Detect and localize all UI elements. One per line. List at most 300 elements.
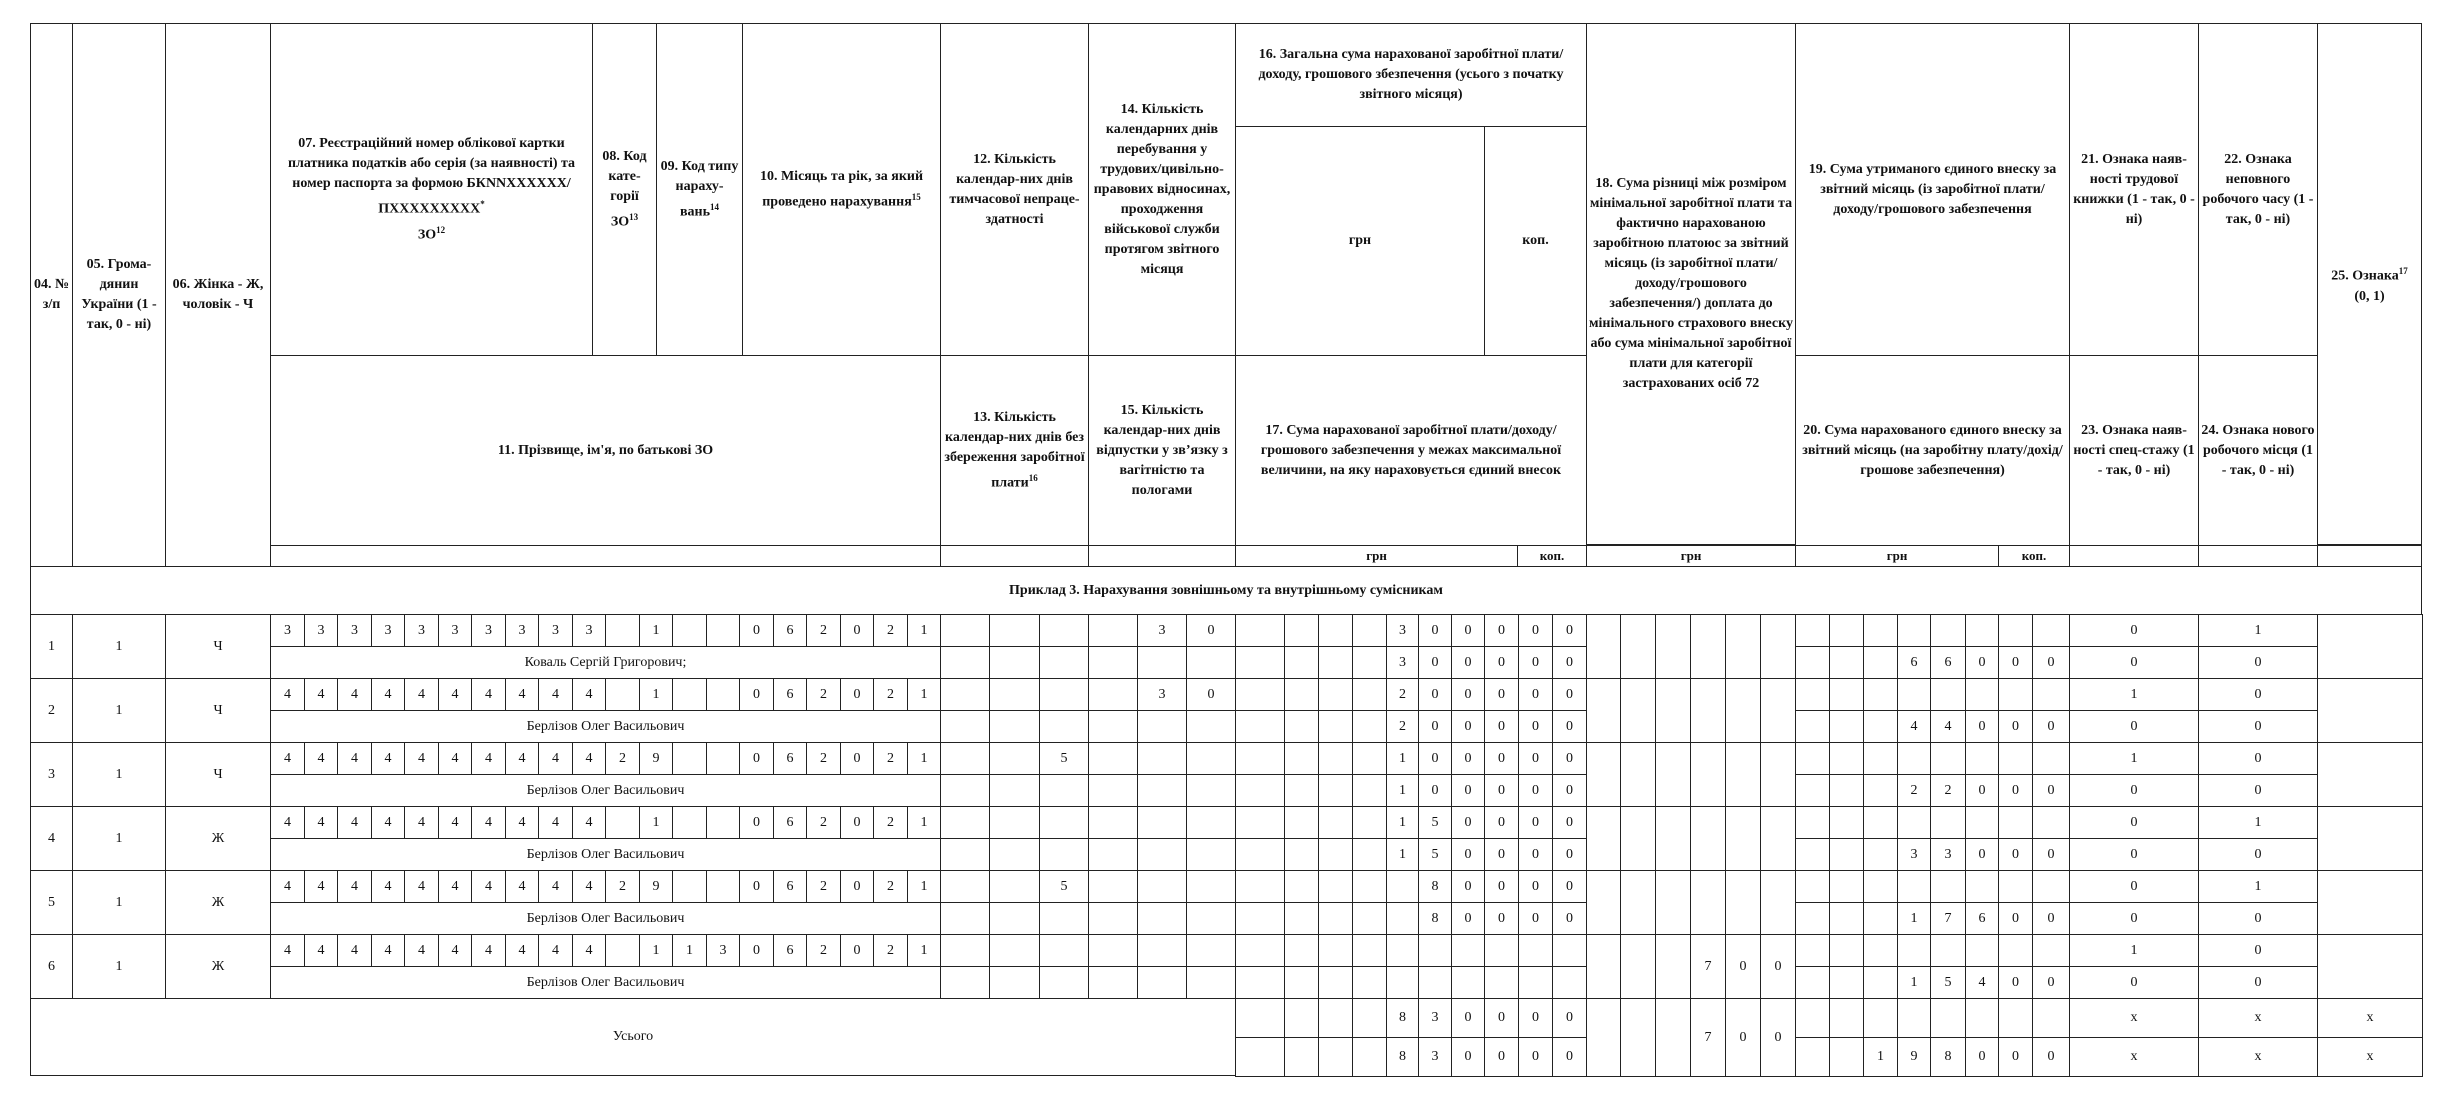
c17-accrued-within-max-digit: 0 [1418, 774, 1452, 807]
c17-accrued-within-max-digit: 0 [1552, 710, 1587, 743]
sex: Ч [165, 678, 271, 743]
header-c13-text: 13. Кількість календар-них днів без збереження заробітної плати [944, 409, 1085, 491]
c19-withheld-contribution-digit [1897, 806, 1931, 839]
c23-special-service-flag: 0 [2069, 710, 2199, 743]
c24-new-workplace-flag: 0 [2198, 710, 2318, 743]
c15-days-maternity-digit [1088, 902, 1138, 935]
month-year-digit: 1 [907, 742, 941, 775]
c16-total-accrued-digit: 0 [1451, 614, 1485, 647]
c18-min-wage-difference-digit [1586, 870, 1621, 935]
c20-accrued-contribution-digit: 0 [1965, 838, 1999, 871]
c16-total-accrued-digit: 1 [1386, 806, 1419, 839]
c20-accrued-contribution-digit: 4 [1930, 710, 1966, 743]
total-c20-digit: 8 [1930, 1037, 1966, 1077]
c17-accrued-within-max-digit: 0 [1451, 838, 1485, 871]
c15-days-maternity-digit [1137, 646, 1187, 679]
total-c20-digit: 0 [2032, 1037, 2070, 1077]
c24-new-workplace-flag: 0 [2198, 902, 2318, 935]
total-c22: x [2198, 998, 2318, 1038]
total-c19-digit [1998, 998, 2033, 1038]
citizen-flag: 1 [72, 934, 166, 999]
full-name: Берлізов Олег Васильович [270, 902, 941, 935]
header-c22: 22. Ознака неповного робочого часу (1 - так, 0 - ні) [2198, 23, 2318, 356]
citizen-flag: 1 [72, 614, 166, 679]
c19-withheld-contribution-digit [1998, 934, 2033, 967]
header-c13 [940, 355, 1089, 546]
month-year-digit: 6 [773, 678, 807, 711]
tax-id-digit: 4 [438, 806, 472, 839]
month-year-digit: 6 [773, 742, 807, 775]
tax-id-digit: 4 [304, 678, 338, 711]
header-c15: 15. Кількість календар-них днів відпустки у зв’язку з вагітністю та пологами [1088, 355, 1236, 546]
header-c09-sup: 14 [710, 201, 720, 212]
c15-days-maternity-digit [1088, 774, 1138, 807]
c13-days-unpaid-digit [989, 774, 1040, 807]
c19-withheld-contribution-digit [1863, 934, 1898, 967]
tax-id-digit: 4 [270, 742, 305, 775]
month-year-digit: 0 [840, 934, 874, 967]
citizen-flag: 1 [72, 806, 166, 871]
c20-accrued-contribution-digit [1829, 646, 1864, 679]
header-c06: 06. Жінка - Ж, чоловік - Ч [165, 23, 271, 567]
month-year-digit: 0 [840, 806, 874, 839]
c20-accrued-contribution-digit [1863, 646, 1898, 679]
c16-total-accrued-digit [1352, 614, 1387, 647]
total-c16-digit [1235, 998, 1285, 1038]
header-c20: 20. Сума нарахованого єдиного внеску за звітний місяць (на заробітну плату/дохід/грошове забезпечення) [1795, 355, 2070, 546]
tax-id-digit: 4 [438, 870, 472, 903]
month-year-digit: 2 [873, 934, 908, 967]
c20-accrued-contribution-digit: 0 [2032, 646, 2070, 679]
c12-days-disability-digit [989, 678, 1040, 711]
c20-accrued-contribution-digit: 3 [1930, 838, 1966, 871]
total-c20-digit [1795, 1037, 1830, 1077]
c12-days-disability-digit [940, 870, 990, 903]
total-c17-digit [1352, 1037, 1387, 1077]
c20-accrued-contribution-digit [1863, 710, 1898, 743]
total-c19-digit [2032, 998, 2070, 1038]
tax-id-digit: 3 [538, 614, 573, 647]
c14-days-employment-digit [1088, 742, 1138, 775]
tax-id-digit: 4 [505, 806, 539, 839]
c19-withheld-contribution-digit [1930, 614, 1966, 647]
total-c24: x [2198, 1037, 2318, 1077]
category-code-digit [605, 678, 640, 711]
total-c16-digit: 0 [1484, 998, 1519, 1038]
c19-withheld-contribution-digit [1998, 742, 2033, 775]
total-c25b: x [2317, 1037, 2423, 1077]
month-year-digit: 0 [739, 934, 774, 967]
c21-workbook-flag: 0 [2069, 806, 2199, 839]
c25-flag [2317, 870, 2423, 935]
tax-id-digit: 3 [404, 614, 439, 647]
c24-new-workplace-flag: 0 [2198, 774, 2318, 807]
c18-min-wage-difference-digit [1760, 614, 1796, 679]
c19-withheld-contribution-digit [1897, 934, 1931, 967]
c17-accrued-within-max-digit: 0 [1484, 774, 1519, 807]
c19-withheld-contribution-digit [1930, 870, 1966, 903]
total-c16-digit: 0 [1518, 998, 1553, 1038]
tax-id-digit: 4 [471, 806, 506, 839]
total-c17-digit: 0 [1552, 1037, 1587, 1077]
c17-accrued-within-max-digit [1418, 966, 1452, 999]
month-year-digit: 0 [840, 678, 874, 711]
header-c16-kop: коп. [1484, 126, 1587, 356]
total-c17-digit: 3 [1418, 1037, 1452, 1077]
c19-withheld-contribution-digit [1965, 678, 1999, 711]
c12-days-disability-digit: 5 [1039, 870, 1089, 903]
month-year-digit: 2 [806, 870, 841, 903]
tax-id-digit: 4 [438, 678, 472, 711]
c19-withheld-contribution-digit [1863, 678, 1898, 711]
c19-withheld-contribution-digit [1998, 678, 2033, 711]
total-c19-digit [1863, 998, 1898, 1038]
month-year-digit: 2 [873, 870, 908, 903]
c18-min-wage-difference-digit [1655, 870, 1691, 935]
c12-days-disability-digit [989, 614, 1040, 647]
c13-days-unpaid-digit [1039, 838, 1089, 871]
c19-withheld-contribution-digit [1930, 678, 1966, 711]
c14-days-employment-digit [1088, 806, 1138, 839]
c17-accrued-within-max-digit [1352, 966, 1387, 999]
c14-days-employment-digit [1186, 742, 1236, 775]
header-c09-text: 09. Код типу нараху-вань [660, 158, 739, 220]
c20-accrued-contribution-digit [1863, 902, 1898, 935]
tax-id-digit: 4 [270, 934, 305, 967]
c18-min-wage-difference-digit [1586, 934, 1621, 999]
total-c20-digit: 0 [1998, 1037, 2033, 1077]
full-name: Берлізов Олег Васильович [270, 710, 941, 743]
c14-days-employment-digit [1186, 870, 1236, 903]
c17-accrued-within-max-digit [1386, 902, 1419, 935]
c18-min-wage-difference-digit [1655, 806, 1691, 871]
c17-accrued-within-max-digit: 0 [1451, 774, 1485, 807]
c20-accrued-contribution-digit: 0 [1998, 646, 2033, 679]
tax-id-digit: 4 [371, 934, 405, 967]
c18-min-wage-difference-digit [1620, 678, 1656, 743]
c18-min-wage-difference-digit [1760, 742, 1796, 807]
c17-accrued-within-max-digit [1318, 838, 1353, 871]
c13-days-unpaid-digit [1039, 902, 1089, 935]
c16-total-accrued-digit: 0 [1518, 806, 1553, 839]
c13-days-unpaid-digit [989, 966, 1040, 999]
c16-total-accrued-digit: 5 [1418, 806, 1452, 839]
header-c05: 05. Грома-дянин України (1 - так, 0 - ні) [72, 23, 166, 567]
total-c17-digit [1235, 1037, 1285, 1077]
c19-withheld-contribution-digit [2032, 934, 2070, 967]
c19-withheld-contribution-digit [1795, 678, 1830, 711]
c20-accrued-contribution-digit: 2 [1930, 774, 1966, 807]
total-c19-digit [1829, 998, 1864, 1038]
c19-withheld-contribution-digit [1829, 678, 1864, 711]
c20-accrued-contribution-digit: 7 [1930, 902, 1966, 935]
row-number: 4 [30, 806, 73, 871]
c16-total-accrued-digit [1318, 806, 1353, 839]
c22-part-time-flag: 1 [2198, 806, 2318, 839]
c18-min-wage-difference-digit [1655, 742, 1691, 807]
c14-days-employment-digit [1186, 806, 1236, 839]
tax-id-digit: 4 [304, 742, 338, 775]
c16-total-accrued-digit [1284, 742, 1319, 775]
c19-withheld-contribution-digit [1965, 806, 1999, 839]
tax-id-digit: 3 [270, 614, 305, 647]
total-c17-digit: 0 [1518, 1037, 1553, 1077]
month-year-digit: 2 [806, 934, 841, 967]
c17-accrued-within-max-digit [1352, 710, 1387, 743]
c19-withheld-contribution-digit [1897, 870, 1931, 903]
total-c18-digit [1655, 998, 1691, 1077]
c17-accrued-within-max-digit: 0 [1518, 710, 1553, 743]
header-c09 [656, 23, 743, 356]
c20-accrued-contribution-digit: 5 [1930, 966, 1966, 999]
c20-accrued-contribution-digit: 0 [1998, 902, 2033, 935]
tax-id-digit: 4 [337, 678, 372, 711]
c19-withheld-contribution-digit [1829, 870, 1864, 903]
c12-days-disability-digit [940, 934, 990, 967]
c18-min-wage-difference-digit [1760, 870, 1796, 935]
c20-accrued-contribution-digit [1795, 902, 1830, 935]
c20-accrued-contribution-digit: 0 [2032, 838, 2070, 871]
c21-workbook-flag: 0 [2069, 870, 2199, 903]
c22-part-time-flag: 1 [2198, 870, 2318, 903]
c16-total-accrued-digit: 0 [1451, 742, 1485, 775]
c20-accrued-contribution-digit: 0 [2032, 966, 2070, 999]
c20-accrued-contribution-digit [1795, 774, 1830, 807]
row-number: 3 [30, 742, 73, 807]
c17-accrued-within-max-digit: 0 [1552, 774, 1587, 807]
c13-days-unpaid-digit [940, 774, 990, 807]
c20-accrued-contribution-digit [1795, 646, 1830, 679]
tax-id-digit: 4 [404, 806, 439, 839]
c19-withheld-contribution-digit [1930, 934, 1966, 967]
c17-accrued-within-max-digit [1235, 774, 1285, 807]
month-year-digit: 2 [806, 742, 841, 775]
c13-days-unpaid-digit [1039, 710, 1089, 743]
tax-id-digit: 4 [270, 806, 305, 839]
c16-total-accrued-digit: 0 [1418, 742, 1452, 775]
c24-new-workplace-flag: 0 [2198, 646, 2318, 679]
total-label: Усього [30, 998, 1236, 1076]
c16-total-accrued-digit: 0 [1484, 614, 1519, 647]
c17-accrued-within-max-digit [1284, 710, 1319, 743]
c17-accrued-within-max-digit [1386, 966, 1419, 999]
total-c17-digit: 0 [1451, 1037, 1485, 1077]
c17-accrued-within-max-digit: 0 [1451, 646, 1485, 679]
c19-withheld-contribution-digit [1897, 742, 1931, 775]
c14-days-employment-digit [1137, 806, 1187, 839]
c16-total-accrued-digit: 8 [1418, 870, 1452, 903]
c20-accrued-contribution-digit: 0 [1965, 646, 1999, 679]
header-c07-tail: ЗО [417, 227, 437, 243]
units-c24 [2198, 545, 2318, 567]
accrual-type-code-digit [706, 614, 740, 647]
c16-total-accrued-digit: 0 [1484, 678, 1519, 711]
category-code-digit [605, 614, 640, 647]
c16-total-accrued-digit [1235, 806, 1285, 839]
c16-total-accrued-digit [1284, 806, 1319, 839]
tax-id-digit: 3 [337, 614, 372, 647]
category-code-digit: 9 [639, 870, 673, 903]
c13-days-unpaid-digit [989, 838, 1040, 871]
c20-accrued-contribution-digit [1795, 838, 1830, 871]
total-c17-digit: 0 [1484, 1037, 1519, 1077]
total-c18-digit [1620, 998, 1656, 1077]
tax-id-digit: 4 [471, 742, 506, 775]
c16-total-accrued-digit [1352, 742, 1387, 775]
c20-accrued-contribution-digit: 0 [2032, 710, 2070, 743]
month-year-digit: 1 [907, 870, 941, 903]
full-name: Коваль Сергій Григорович; [270, 646, 941, 679]
total-c16-digit [1318, 998, 1353, 1038]
c12-days-disability-digit: 5 [1039, 742, 1089, 775]
month-year-digit: 0 [840, 614, 874, 647]
header-c07-text: 07. Реєстраційний номер облікової картки платника податків або серія (за наявності) та номер паспорта за формою БКNNXXXXXX/ПXXXXXXXXX [287, 135, 576, 217]
c18-min-wage-difference-digit [1655, 614, 1691, 679]
c19-withheld-contribution-digit [1930, 806, 1966, 839]
c19-withheld-contribution-digit [2032, 742, 2070, 775]
tax-id-digit: 4 [572, 742, 606, 775]
c13-days-unpaid-digit [940, 646, 990, 679]
c19-withheld-contribution-digit [2032, 806, 2070, 839]
total-c17-digit: 8 [1386, 1037, 1419, 1077]
tax-id-digit: 4 [304, 870, 338, 903]
c13-days-unpaid-digit [989, 710, 1040, 743]
category-code-digit: 2 [605, 870, 640, 903]
c18-min-wage-difference-digit [1725, 742, 1761, 807]
c20-accrued-contribution-digit: 0 [1965, 710, 1999, 743]
month-year-digit: 6 [773, 806, 807, 839]
c17-accrued-within-max-digit [1352, 646, 1387, 679]
c17-accrued-within-max-digit: 0 [1418, 710, 1452, 743]
month-year-digit: 1 [907, 614, 941, 647]
c12-days-disability-digit [1039, 806, 1089, 839]
c17-accrued-within-max-digit [1352, 774, 1387, 807]
c17-accrued-within-max-digit [1318, 902, 1353, 935]
c16-total-accrued-digit: 0 [1518, 678, 1553, 711]
total-c18-digit: 0 [1725, 998, 1761, 1077]
tax-id-digit: 4 [505, 870, 539, 903]
c15-days-maternity-digit [1186, 902, 1236, 935]
tax-id-digit: 4 [404, 678, 439, 711]
c15-days-maternity-digit [1137, 902, 1187, 935]
c21-workbook-flag: 1 [2069, 934, 2199, 967]
section-title: Приклад 3. Нарахування зовнішньому та внутрішньому сумісникам [30, 566, 2422, 615]
c16-total-accrued-digit: 0 [1552, 870, 1587, 903]
month-year-digit: 2 [873, 614, 908, 647]
c20-accrued-contribution-digit: 0 [1998, 710, 2033, 743]
c20-accrued-contribution-digit: 4 [1897, 710, 1931, 743]
tax-id-digit: 3 [505, 614, 539, 647]
month-year-digit: 6 [773, 934, 807, 967]
c18-min-wage-difference-digit [1690, 870, 1726, 935]
c14-days-employment-digit: 3 [1137, 614, 1187, 647]
tax-id-digit: 4 [270, 678, 305, 711]
c25-flag [2317, 678, 2423, 743]
c16-total-accrued-digit [1386, 870, 1419, 903]
c16-total-accrued-digit: 0 [1451, 870, 1485, 903]
c17-accrued-within-max-digit [1318, 646, 1353, 679]
tax-id-digit: 4 [538, 678, 573, 711]
c17-accrued-within-max-digit [1484, 966, 1519, 999]
accrual-type-code-digit [706, 806, 740, 839]
c17-accrued-within-max-digit [1352, 902, 1387, 935]
tax-id-digit: 4 [404, 934, 439, 967]
row-number: 1 [30, 614, 73, 679]
c16-total-accrued-digit: 0 [1418, 614, 1452, 647]
c19-withheld-contribution-digit [1965, 742, 1999, 775]
c18-min-wage-difference-digit [1725, 678, 1761, 743]
c13-days-unpaid-digit [989, 902, 1040, 935]
c20-accrued-contribution-digit: 0 [1998, 774, 2033, 807]
c19-withheld-contribution-digit [1795, 806, 1830, 839]
c18-min-wage-difference-digit [1725, 614, 1761, 679]
c20-accrued-contribution-digit: 6 [1897, 646, 1931, 679]
header-c11: 11. Прізвище, ім'я, по батькові ЗО [270, 355, 941, 546]
category-code-digit: 1 [639, 806, 673, 839]
c17-accrued-within-max-digit [1284, 774, 1319, 807]
sex: Ч [165, 614, 271, 679]
c16-total-accrued-digit [1235, 870, 1285, 903]
c16-total-accrued-digit [1484, 934, 1519, 967]
total-c25: x [2317, 998, 2423, 1038]
c15-days-maternity-digit [1088, 646, 1138, 679]
units-c20-grn: грн [1795, 545, 1999, 567]
month-year-digit: 1 [907, 806, 941, 839]
c16-total-accrued-digit [1451, 934, 1485, 967]
c17-accrued-within-max-digit [1352, 838, 1387, 871]
header-c10-text: 10. Місяць та рік, за який проведено нарахування [759, 168, 924, 210]
tax-id-digit: 4 [404, 870, 439, 903]
c17-accrued-within-max-digit [1318, 966, 1353, 999]
tax-id-digit: 4 [371, 870, 405, 903]
c16-total-accrued-digit: 0 [1518, 614, 1553, 647]
tax-id-digit: 3 [304, 614, 338, 647]
month-year-digit: 2 [873, 806, 908, 839]
c20-accrued-contribution-digit: 0 [1998, 838, 2033, 871]
tax-id-digit: 4 [304, 934, 338, 967]
c17-accrued-within-max-digit: 0 [1484, 710, 1519, 743]
c20-accrued-contribution-digit [1829, 774, 1864, 807]
c15-days-maternity-digit [1137, 966, 1187, 999]
c23-special-service-flag: 0 [2069, 646, 2199, 679]
citizen-flag: 1 [72, 870, 166, 935]
c19-withheld-contribution-digit [1829, 806, 1864, 839]
tax-id-digit: 4 [538, 870, 573, 903]
c13-days-unpaid-digit [940, 966, 990, 999]
c16-total-accrued-digit: 0 [1552, 678, 1587, 711]
month-year-digit: 0 [739, 742, 774, 775]
c18-min-wage-difference-digit [1586, 614, 1621, 679]
c16-total-accrued-digit [1318, 934, 1353, 967]
row-number: 2 [30, 678, 73, 743]
c18-min-wage-difference-digit [1586, 678, 1621, 743]
tax-id-digit: 3 [572, 614, 606, 647]
sex: Ч [165, 742, 271, 807]
c17-accrued-within-max-digit [1284, 646, 1319, 679]
month-year-digit: 6 [773, 614, 807, 647]
c16-total-accrued-digit [1284, 614, 1319, 647]
c20-accrued-contribution-digit [1863, 838, 1898, 871]
c16-total-accrued-digit: 3 [1386, 614, 1419, 647]
c16-total-accrued-digit [1235, 678, 1285, 711]
month-year-digit: 0 [840, 870, 874, 903]
header-c25 [2317, 23, 2422, 545]
tax-id-digit: 4 [471, 934, 506, 967]
c13-days-unpaid-digit [1039, 646, 1089, 679]
units-c25 [2317, 545, 2422, 567]
sex: Ж [165, 806, 271, 871]
c17-accrued-within-max-digit: 0 [1518, 774, 1553, 807]
